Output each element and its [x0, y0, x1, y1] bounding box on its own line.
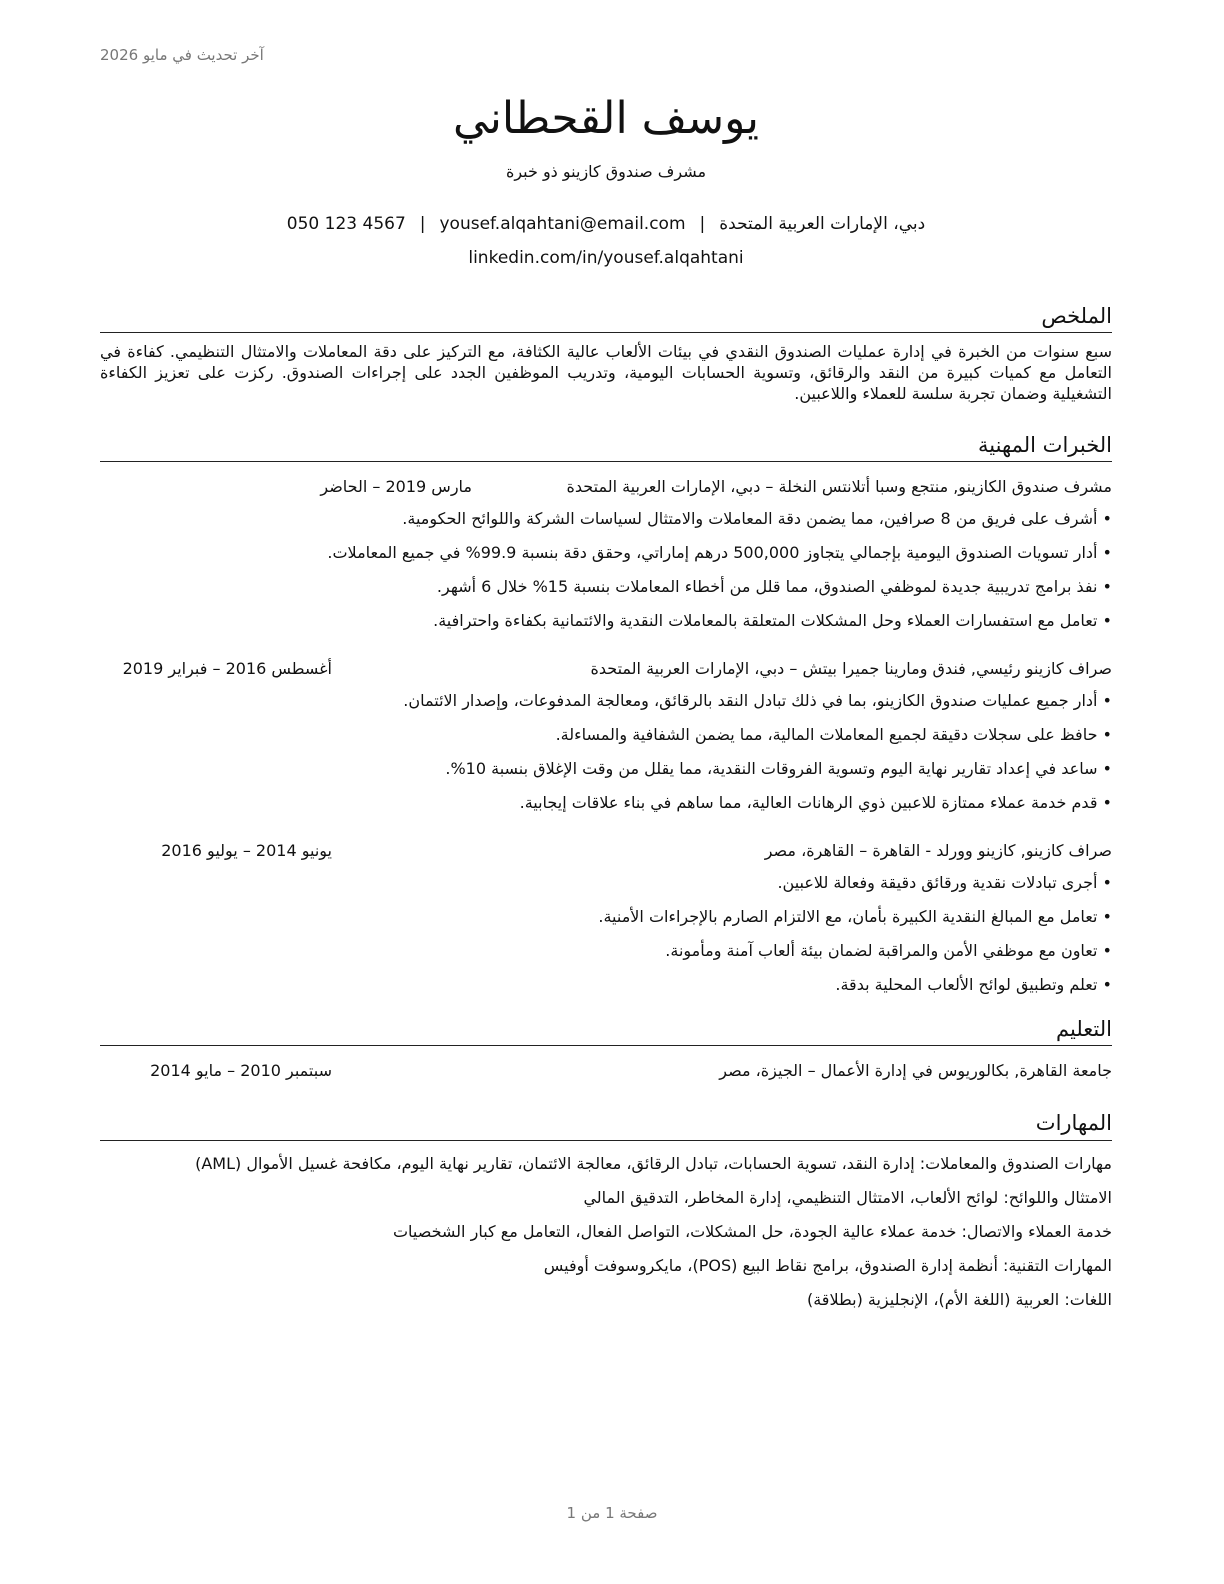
resume-page: [100, 88, 1112, 1311]
list-item: • ساعد في إعداد تقارير نهاية اليوم وتسوية الفروقات النقدية، مما يقلل من وقت الإغلاق بنسبة 10%.: [100, 752, 1112, 786]
skill-line: مهارات الصندوق والمعاملات: إدارة النقد، تسوية الحسابات، تبادل الرقائق، معالجة الائتمان، تقارير نهاية اليوم، مكافحة غسيل الأموال (AML): [195, 1153, 1112, 1173]
list-item: • أجرى تبادلات نقدية ورقائق دقيقة وفعالة للاعبين.: [100, 866, 1112, 900]
list-item: • أدار جميع عمليات صندوق الكازينو، بما في ذلك تبادل النقد بالرقائق، ومعالجة المدفوعات، وإصدار الائتمان.: [100, 684, 1112, 718]
skill-line: الامتثال واللوائح: لوائح الألعاب، الامتثال التنظيمي، إدارة المخاطر، التدقيق المالي: [583, 1187, 1112, 1207]
job-entry: [100, 658, 1112, 820]
summary-heading: الملخص: [100, 303, 1112, 333]
phone: 050 123 4567: [286, 213, 406, 234]
list-item: • حافظ على سجلات دقيقة لجميع المعاملات المالية، مما يضمن الشفافية والمساءلة.: [100, 718, 1112, 752]
list-item: • تعاون مع موظفي الأمن والمراقبة لضمان بيئة ألعاب آمنة ومأمونة.: [100, 934, 1112, 968]
list-item: • أشرف على فريق من 8 صرافين، مما يضمن دقة المعاملات والامتثال لسياسات الشركة واللوائح الحكومية.: [100, 502, 1112, 536]
job-title: صراف كازينو رئيسي, فندق ومارينا جميرا بيتش – دبي، الإمارات العربية المتحدة: [590, 659, 1112, 679]
education-dates: سبتمبر 2010 – مايو 2014: [150, 1061, 332, 1081]
job-bullets: [100, 866, 1112, 1002]
job-dates: أغسطس 2016 – فبراير 2019: [122, 659, 332, 679]
experience-heading: الخبرات المهنية: [100, 432, 1112, 462]
location: دبي، الإمارات العربية المتحدة: [719, 213, 926, 234]
list-item: • تعامل مع استفسارات العملاء وحل المشكلات المتعلقة بالمعاملات النقدية والائتمانية بكفاءة واحترافية.: [100, 604, 1112, 638]
job-bullets: [100, 502, 1112, 638]
last-updated: آخر تحديث في مايو 2026: [100, 46, 264, 64]
job-entry: [100, 840, 1112, 1002]
summary-text: سبع سنوات من الخبرة في إدارة عمليات الصندوق النقدي في بيئات الألعاب عالية الكثافة، مع التركيز على دقة المعاملات والامتثال التنظيمي. كفاءة في التعامل مع كميات كبيرة من النقد والرقائق، وتسوية الحسابات اليومية، وتدريب الموظفين الجدد على إجراءات الصندوق. ركزت على تعزيز الكفاءة التشغيلية وضمان تجربة سلسة للعملاء واللاعبين.: [100, 341, 1112, 403]
separator: |: [419, 213, 426, 234]
linkedin-link[interactable]: linkedin.com/in/yousef.alqahtani: [468, 247, 744, 268]
job-header: [100, 476, 1112, 498]
contact-info: [100, 207, 1112, 275]
email-link[interactable]: yousef.alqahtani@email.com: [439, 213, 686, 234]
job-bullets: [100, 684, 1112, 820]
education-heading: التعليم: [100, 1016, 1112, 1046]
skill-line: خدمة العملاء والاتصال: خدمة عملاء عالية الجودة، حل المشكلات، التواصل الفعال، التعامل مع كبار الشخصيات: [392, 1221, 1112, 1241]
separator: |: [699, 213, 706, 234]
job-dates: مارس 2019 – الحاضر: [320, 477, 472, 497]
skill-line: اللغات: العربية (اللغة الأم)، الإنجليزية (بطلاقة): [806, 1289, 1112, 1309]
list-item: • أدار تسويات الصندوق اليومية بإجمالي يتجاوز 500,000 درهم إماراتي، وحقق دقة بنسبة 99.9% في جميع المعاملات.: [100, 536, 1112, 570]
list-item: • نفذ برامج تدريبية جديدة لموظفي الصندوق، مما قلل من أخطاء المعاملات بنسبة 15% خلال 6 أشهر.: [100, 570, 1112, 604]
skill-line: المهارات التقنية: أنظمة إدارة الصندوق، برامج نقاط البيع (POS)، مايكروسوفت أوفيس: [543, 1255, 1112, 1275]
job-header: [100, 658, 1112, 680]
job-dates: يونيو 2014 – يوليو 2016: [161, 841, 332, 861]
candidate-name: يوسف القحطاني: [452, 93, 760, 144]
contact-line-2: [100, 241, 1112, 275]
skills-heading: المهارات: [100, 1110, 1112, 1140]
headline: مشرف صندوق كازينو ذو خبرة: [505, 161, 707, 181]
job-title: صراف كازينو, كازينو وورلد - القاهرة – القاهرة، مصر: [764, 841, 1112, 861]
job-header: [100, 840, 1112, 862]
job-title: مشرف صندوق الكازينو, منتجع وسبا أتلانتس النخلة – دبي، الإمارات العربية المتحدة: [566, 477, 1112, 497]
education-degree: جامعة القاهرة, بكالوريوس في إدارة الأعمال – الجيزة، مصر: [719, 1061, 1112, 1081]
list-item: • تعامل مع المبالغ النقدية الكبيرة بأمان، مع الالتزام الصارم بالإجراءات الأمنية.: [100, 900, 1112, 934]
education-entry: [100, 1060, 1112, 1082]
list-item: • قدم خدمة عملاء ممتازة للاعبين ذوي الرهانات العالية، مما ساهم في بناء علاقات إيجابية.: [100, 786, 1112, 820]
list-item: • تعلم وتطبيق لوائح الألعاب المحلية بدقة.: [100, 968, 1112, 1002]
job-entry: [100, 476, 1112, 638]
contact-line-1: [100, 207, 1112, 241]
page-number: صفحة 1 من 1: [566, 1504, 658, 1522]
